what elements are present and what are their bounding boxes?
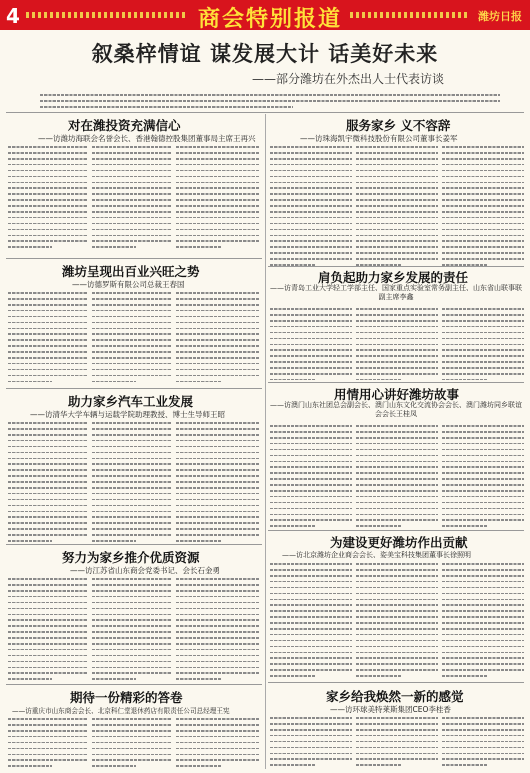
article-body	[92, 576, 172, 682]
divider	[6, 544, 262, 545]
article-body	[356, 306, 438, 383]
article-subheadline: ——访环球美特莱斯集团CEO李桂香	[330, 705, 451, 714]
article-body	[92, 420, 172, 544]
article-body	[442, 715, 524, 768]
article-subheadline: ——访重庆市山东商会会长、北京科仁堂退休药店有限责任公司总经理王宪	[12, 707, 230, 715]
article-body	[442, 306, 524, 383]
article-body	[442, 561, 524, 679]
article-body	[8, 716, 88, 769]
article-subheadline: ——访青岛工业大学轻工学部主任、国家重点实验室常务副主任、山东省山联事联副主席李鑫	[270, 284, 522, 301]
article-headline: 家乡给我焕然一新的感觉	[326, 689, 464, 704]
article-body	[176, 576, 260, 682]
article-body	[270, 561, 352, 679]
article-headline: 服务家乡 义不容辞	[346, 118, 451, 133]
article-headline: 用情用心讲好潍坊故事	[334, 387, 460, 402]
article-body	[92, 716, 172, 769]
article-subheadline: ——访北京潍坊企业商会会长、姿美宝科技集团董事长徐照明	[282, 551, 471, 559]
divider	[6, 258, 262, 259]
article-body	[356, 144, 438, 268]
article-headline: 肩负起助力家乡发展的责任	[318, 270, 469, 285]
article-body	[176, 420, 260, 544]
article-headline: 为建设更好潍坊作出贡献	[330, 535, 468, 550]
article-body	[442, 423, 524, 529]
article-body	[92, 144, 172, 250]
article-subheadline: ——访澳门山东社团总会副会长、澳门山东文化交流协会会长、澳门潍坊同乡联谊会会长王桂凤	[270, 401, 522, 418]
divider	[268, 530, 524, 531]
main-headline: 叙桑梓情谊 谋发展大计 话美好未来	[91, 41, 439, 66]
article-subheadline: ——访珠海凯宇微科技股份有限公司董事长姜军	[300, 134, 458, 143]
article-body	[270, 423, 352, 529]
divider	[268, 266, 524, 267]
divider	[268, 682, 524, 683]
article-body	[270, 144, 352, 268]
divider	[6, 684, 262, 685]
divider	[268, 382, 524, 383]
article-subheadline: ——访德罗斯有限公司总裁王春国	[72, 280, 185, 289]
article-headline: 期待一份精彩的答卷	[70, 690, 183, 705]
article-body	[176, 290, 260, 384]
article-body	[356, 561, 438, 679]
article-body	[270, 715, 352, 768]
article-body	[176, 716, 260, 769]
article-body	[356, 423, 438, 529]
article-body	[176, 144, 260, 250]
article-body	[92, 290, 172, 384]
article-body	[8, 576, 88, 682]
header-decoration-left	[26, 12, 186, 18]
section-title: 商会特别报道	[198, 7, 343, 32]
article-body	[8, 420, 88, 544]
divider	[6, 388, 262, 389]
article-headline: 潍坊呈现出百业兴旺之势	[62, 264, 200, 279]
article-body	[356, 715, 438, 768]
article-body	[442, 144, 524, 268]
newspaper-logo: 潍坊日报	[478, 10, 522, 23]
page-number: 4	[6, 4, 20, 28]
header-decoration-right	[350, 12, 470, 18]
article-body	[8, 290, 88, 384]
article-headline: 努力为家乡推介优质资源	[62, 550, 200, 565]
article-headline: 助力家乡汽车工业发展	[68, 394, 194, 409]
article-subheadline: ——访潍坊海联会名誉会长、香港翰德控股集团董事局主席王再兴	[38, 134, 256, 143]
column-divider	[265, 114, 266, 769]
article-body	[8, 144, 88, 250]
article-subheadline: ——访清华大学车辆与运载学院助理教授、博士生导师王昭	[30, 410, 225, 419]
intro-paragraph	[40, 92, 500, 110]
article-headline: 对在潍投资充满信心	[68, 118, 181, 133]
article-body	[270, 306, 352, 383]
main-subheadline: ——部分潍坊在外杰出人士代表访谈	[251, 72, 444, 86]
divider	[6, 112, 524, 113]
page-header	[0, 0, 530, 30]
article-subheadline: ——访江苏省山东商会党委书记、会长石金勇	[70, 566, 220, 575]
